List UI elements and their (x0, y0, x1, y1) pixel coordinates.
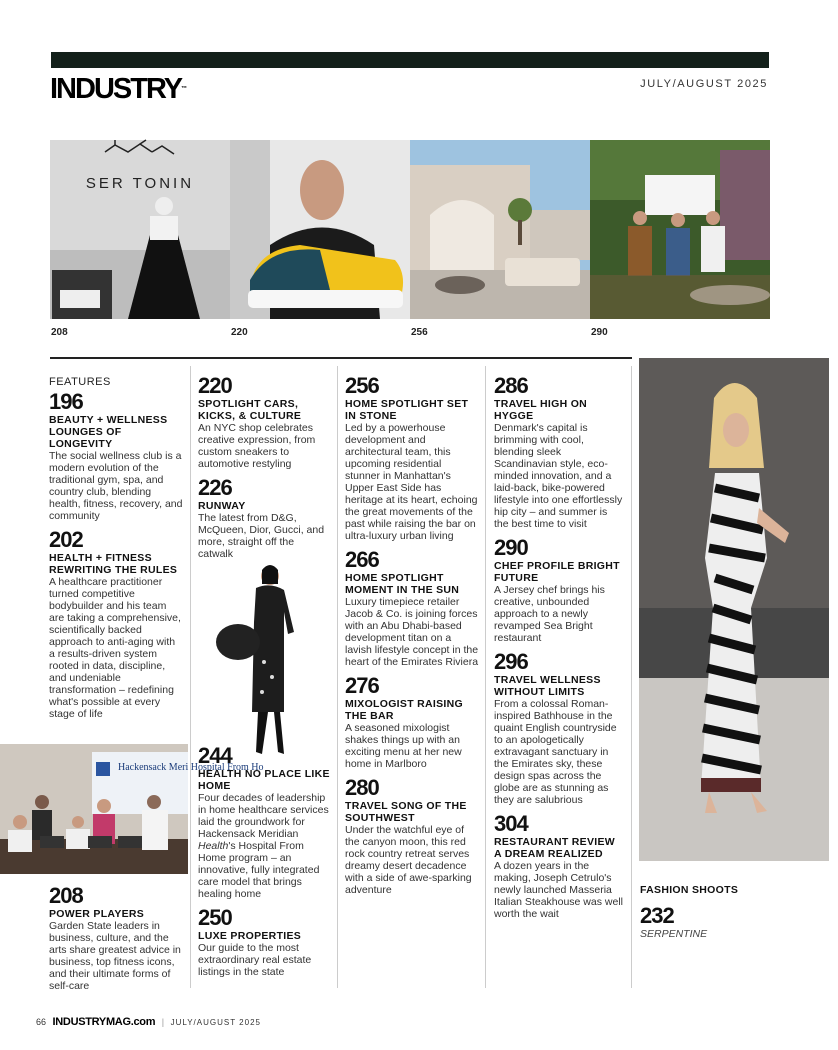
fashion-title: SERPENTINE (640, 928, 708, 940)
toc-entry[interactable] (198, 744, 330, 900)
toc-heading: CHEF PROFILE BRIGHT FUTURE (494, 560, 620, 584)
photo-page-label: 290 (591, 327, 608, 338)
toc-page-number: 208 (49, 883, 83, 908)
toc-description: From a colossal Roman-inspired Bathhouse in the quaint English countryside to an apologetically extravagant sanctuary in the Emirates sky, these design spas across the globe are as stunning as they are salubrious (494, 698, 617, 806)
toc-heading: SPOTLIGHT CARS, KICKS, & CULTURE (198, 398, 302, 422)
magazine-logo: INDUSTRY™ (50, 73, 188, 105)
toc-description: Under the watchful eye of the canyon moon, this red rock country retreat serves dreamy desert decadence with a side of awe-sparking adventure (345, 824, 472, 896)
toc-column-1 (49, 376, 183, 724)
toc-page-number: 276 (345, 673, 379, 698)
toc-description: A Jersey chef brings his creative, unbounded approach to a newly revamped Sea Bright restaurant (494, 584, 605, 644)
toc-entry[interactable] (49, 884, 183, 992)
photo-fashion-serpentine (639, 358, 829, 861)
toc-description: A dozen years in the making, Joseph Cetrulo's newly launched Masseria Italian Steakhouse was well worth the wait (494, 860, 623, 920)
serotonin-sign: SER TONIN (85, 175, 195, 192)
toc-heading: HOME SPOTLIGHT SET IN STONE (345, 398, 469, 422)
toc-page-number: 266 (345, 547, 379, 572)
footer-date: JULY/AUGUST 2025 (170, 1018, 261, 1027)
toc-heading: LUXE PROPERTIES (198, 930, 302, 942)
column-divider (485, 366, 486, 988)
features-label: FEATURES (49, 376, 111, 388)
toc-page-number: 232 (640, 903, 674, 928)
toc-description: Luxury timepiece retailer Jacob & Co. is joining forces with an Abu Dhabi-based development titan on a lavish lifestyle concept in the heart of the Emirates Riviera (345, 596, 479, 668)
photo-page-label: 256 (411, 327, 428, 338)
toc-entry[interactable] (494, 536, 624, 644)
toc-entry[interactable] (494, 812, 624, 920)
toc-entry[interactable] (198, 476, 330, 560)
footer-page-number: 66 (36, 1017, 47, 1027)
photo-chefs (590, 140, 770, 319)
column-divider (631, 366, 632, 988)
section-rule (50, 357, 632, 359)
toc-entry[interactable] (345, 776, 479, 896)
toc-entry[interactable] (345, 374, 479, 542)
photo-sneaker (230, 140, 410, 319)
toc-description: Garden State leaders in business, culture, and the arts share greatest advice in business, top fitness icons, and their ultimate forms of self-care (49, 920, 181, 992)
column-divider (190, 366, 191, 988)
toc-page-number: 296 (494, 649, 528, 674)
toc-description: Led by a powerhouse development and architectural team, this upcoming residential stunner in Manhattan's Upper East Side has heritage at its heart, echoing the great movements of the past while raising the bar on ultra-luxury urban living (345, 422, 478, 542)
toc-description: Denmark's capital is brimming with cool, blending sleek Scandinavian style, eco-minded innovation, and a laid-back, bike-powered lifestyle into one effortlessly hip city – and summer is the best time to visit (494, 422, 623, 530)
toc-heading: HEALTH NO PLACE LIKE HOME (198, 768, 330, 792)
toc-description: Our guide to the most extraordinary real estate listings in the state (198, 942, 312, 978)
photo-serotonin (50, 140, 230, 319)
toc-column-2 (198, 368, 330, 564)
photo-terrace (410, 140, 590, 319)
toc-heading: TRAVEL HIGH ON HYGGE (494, 398, 588, 422)
toc-heading: HEALTH + FITNESS REWRITING THE RULES (49, 552, 178, 576)
toc-entry[interactable] (49, 390, 183, 522)
toc-page-number: 256 (345, 373, 379, 398)
toc-description: The latest from D&G, McQueen, Dior, Gucci, and more, straight off the catwalk (198, 512, 325, 560)
toc-entry[interactable] (49, 528, 183, 720)
toc-page-number: 220 (198, 373, 232, 398)
top-bar (51, 52, 769, 68)
toc-entry[interactable] (198, 374, 330, 470)
toc-page-number: 290 (494, 535, 528, 560)
toc-page-number: 286 (494, 373, 528, 398)
toc-heading: RUNWAY (198, 500, 246, 512)
toc-description: Four decades of leadership in home healthcare services laid the groundwork for Hackensack Meridian Health's Hospital From Home program – an innovative, fully integrated care model that brings healing home (198, 792, 329, 900)
footer-separator: | (161, 1017, 165, 1027)
column-divider (337, 366, 338, 988)
toc-heading: HOME SPOTLIGHT MOMENT IN THE SUN (345, 572, 460, 596)
toc-heading: BEAUTY + WELLNESS LOUNGES OF LONGEVITY (49, 414, 168, 450)
toc-page-number: 250 (198, 905, 232, 930)
photo-page-label: 208 (51, 327, 68, 338)
toc-column-3 (345, 368, 479, 900)
toc-column-2-bottom (198, 738, 330, 982)
toc-page-number: 226 (198, 475, 232, 500)
hospital-sign: Hackensack Meri Hospital From Ho (118, 762, 264, 773)
toc-column-1-bottom (49, 878, 183, 996)
toc-heading: RESTAURANT REVIEW A DREAM REALIZED (494, 836, 615, 860)
toc-page-number: 202 (49, 527, 83, 552)
toc-heading: POWER PLAYERS (49, 908, 145, 920)
toc-entry[interactable] (198, 906, 330, 978)
photo-page-label: 220 (231, 327, 248, 338)
toc-description: The social wellness club is a modern evolution of the traditional gym, spa, and country club, blending health, fitness, recovery, and community (49, 450, 183, 522)
toc-page-number: 304 (494, 811, 528, 836)
toc-entry[interactable] (494, 650, 624, 806)
toc-description: An NYC shop celebrates creative expression, from custom sneakers to automotive restyling (198, 422, 316, 470)
fashion-entry[interactable] (640, 884, 800, 940)
toc-page-number: 196 (49, 389, 83, 414)
toc-heading: TRAVEL SONG OF THE SOUTHWEST (345, 800, 467, 824)
toc-heading: TRAVEL WELLNESS WITHOUT LIMITS (494, 674, 601, 698)
issue-date: JULY/AUGUST 2025 (640, 78, 768, 90)
toc-heading: MIXOLOGIST RAISING THE BAR (345, 698, 463, 722)
toc-entry[interactable] (345, 548, 479, 668)
toc-page-number: 280 (345, 775, 379, 800)
toc-entry[interactable] (345, 674, 479, 770)
toc-description: A seasoned mixologist shakes things up with an exciting menu at her new home in Marlboro (345, 722, 462, 770)
toc-column-4 (494, 368, 624, 924)
footer (36, 1016, 261, 1028)
toc-entry[interactable] (494, 374, 624, 530)
footer-site[interactable]: INDUSTRYMAG.com (52, 1016, 156, 1028)
toc-description: A healthcare practitioner turned competitive bodybuilder and his team are taking a comprehensive, scientifically backed approach to anti-aging with a results-driven system rooted in data, discipline, and undeniable transformation – redefining what's possible at every stage of life (49, 576, 181, 720)
fashion-label: FASHION SHOOTS (640, 884, 739, 896)
toc-page-number: 244 (198, 743, 232, 768)
